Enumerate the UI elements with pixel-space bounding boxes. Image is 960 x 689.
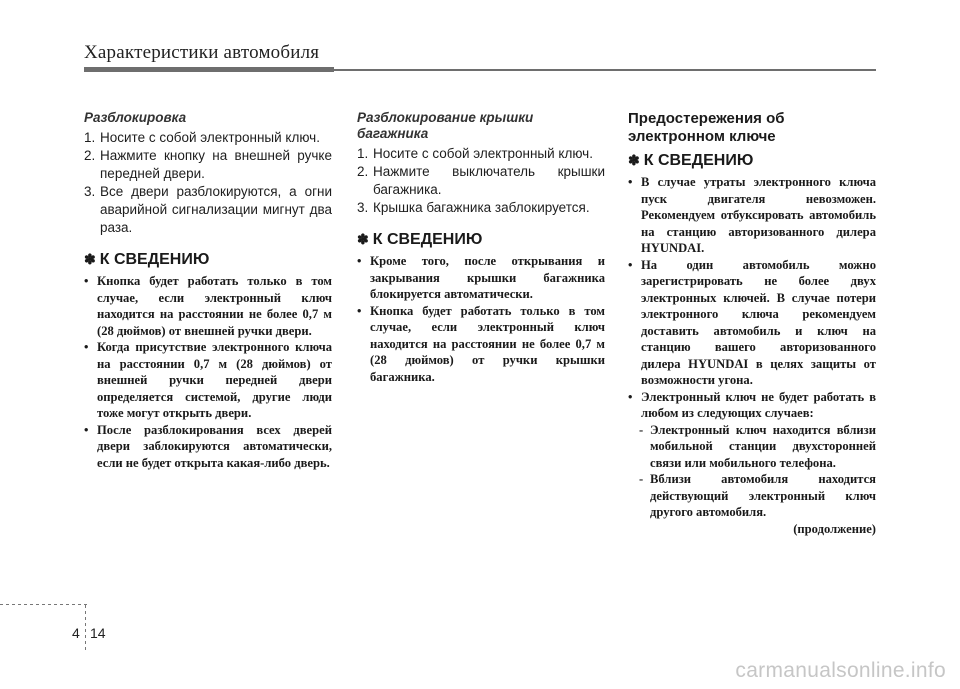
note-bullet: [628, 389, 876, 422]
step-text: Крышка багажника заблокируется.: [373, 200, 590, 215]
step-number: 3.: [84, 184, 96, 199]
note-text: Электронный ключ не будет работать в любом из следующих случаев:: [641, 389, 876, 420]
step-number: 2.: [357, 164, 369, 179]
step-number: 1.: [357, 146, 369, 161]
note-bullet: [84, 273, 332, 339]
note-text: На один автомобиль можно зарегистрировать не более двух электронных ключей. В случае потери электронного ключа рекомендуем доставить автомобиль и ключ на станцию вашего авторизованного дилера HYUNDAI в целях защиты от возможности угона.: [641, 257, 876, 387]
note-bullet: [628, 174, 876, 257]
note-bullet: [84, 339, 332, 422]
asterisk-icon: ✽: [628, 152, 640, 168]
watermark-text: carmanualsonline.info: [735, 659, 946, 682]
note-bullet: [357, 303, 605, 386]
trunk-step: [357, 163, 605, 199]
asterisk-icon: ✽: [357, 231, 369, 247]
trunk-heading-line: Разблокирование крышки: [357, 110, 534, 125]
note-bullet: [628, 257, 876, 389]
bullet-icon: •: [84, 422, 89, 437]
bullet-icon: •: [628, 257, 633, 272]
column-trunk-unlocking: [357, 110, 605, 385]
precautions-title-line: Предостережения об: [628, 110, 785, 127]
step-text: Нажмите выключатель крышки багажника.: [373, 164, 605, 197]
note-heading: [84, 249, 332, 270]
note-heading: [357, 229, 605, 250]
trunk-step: [357, 145, 605, 163]
step-text: Нажмите кнопку на внешней ручке передней двери.: [100, 148, 332, 181]
page-number: 14: [90, 625, 106, 641]
note-text: После разблокирования всех дверей двери заблокируются автоматически, если не будет открыта какая-либо дверь.: [97, 422, 332, 470]
note-sub-text: Электронный ключ находится вблизи мобильной станции двухсторонней связи или мобильного телефона.: [650, 422, 876, 470]
chapter-number: 4: [72, 625, 80, 641]
note-title: К СВЕДЕНИЮ: [372, 231, 483, 248]
note-sub-item: [639, 422, 876, 472]
trunk-heading-line: багажника: [357, 126, 429, 141]
footer-dotted-hline: [0, 604, 89, 605]
step-number: 3.: [357, 200, 369, 215]
note-text: Кнопка будет работать только в том случае, если электронный ключ находится на расстоянии не более 0,7 м (28 дюймов) от внешней ручки двери.: [97, 274, 332, 338]
unlocking-step: [84, 183, 332, 237]
note-title: К СВЕДЕНИЮ: [99, 251, 210, 268]
header-rule-thick: [84, 67, 334, 72]
note-bullet: [84, 422, 332, 472]
bullet-icon: •: [84, 340, 89, 354]
header-rule-thin: [334, 69, 876, 71]
unlocking-heading: Разблокировка: [84, 110, 187, 125]
footer-dotted-vline: [85, 605, 86, 650]
note-heading: [628, 150, 876, 171]
column-unlocking: [84, 110, 332, 471]
step-number: 1.: [84, 130, 96, 145]
step-text: Носите с собой электронный ключ.: [373, 146, 593, 161]
step-text: Носите с собой электронный ключ.: [100, 130, 320, 145]
note-title: К СВЕДЕНИЮ: [643, 152, 754, 169]
asterisk-icon: ✽: [84, 251, 96, 267]
dash-icon: -: [639, 422, 644, 437]
bullet-icon: •: [84, 274, 89, 288]
precautions-title: [628, 110, 876, 146]
unlocking-step: [84, 147, 332, 183]
bullet-icon: •: [357, 303, 362, 318]
step-text: Все двери разблокируются, а огни аварийной сигнализации мигнут два раза.: [100, 184, 332, 235]
note-text: В случае утраты электронного ключа пуск двигателя невозможен. Рекомендуем отбуксировать автомобиль на станцию авторизованного дилера HYUNDAI.: [641, 175, 876, 255]
trunk-step: [357, 199, 605, 217]
unlocking-step: [84, 129, 332, 147]
note-text: Кроме того, после открывания и закрывания крышки багажника блокируется автоматически.: [370, 254, 605, 301]
dash-icon: -: [639, 472, 644, 486]
note-text: Когда присутствие электронного ключа на расстоянии 0,7 м (28 дюймов) от внешней ручки передней двери определяется системой, другие люди тоже могут открыть двери.: [97, 340, 332, 420]
note-sub-item: [639, 471, 876, 521]
page-header-title: Характеристики автомобиля: [84, 42, 320, 63]
note-text: Кнопка будет работать только в том случае, если электронный ключ находится на расстоянии не более 0,7 м (28 дюймов) от ручки крышки багажника.: [370, 303, 605, 384]
column-key-precautions: [628, 110, 876, 537]
bullet-icon: •: [628, 389, 633, 404]
continued-label: (продолжение): [793, 521, 876, 536]
note-sub-text: Вблизи автомобиля находится действующий электронный ключ другого автомобиля.: [650, 472, 876, 519]
step-number: 2.: [84, 148, 96, 163]
note-bullet: [357, 253, 605, 303]
trunk-heading: [357, 110, 605, 142]
bullet-icon: •: [357, 254, 362, 268]
precautions-title-line: электронном ключе: [628, 128, 776, 145]
bullet-icon: •: [628, 175, 633, 189]
